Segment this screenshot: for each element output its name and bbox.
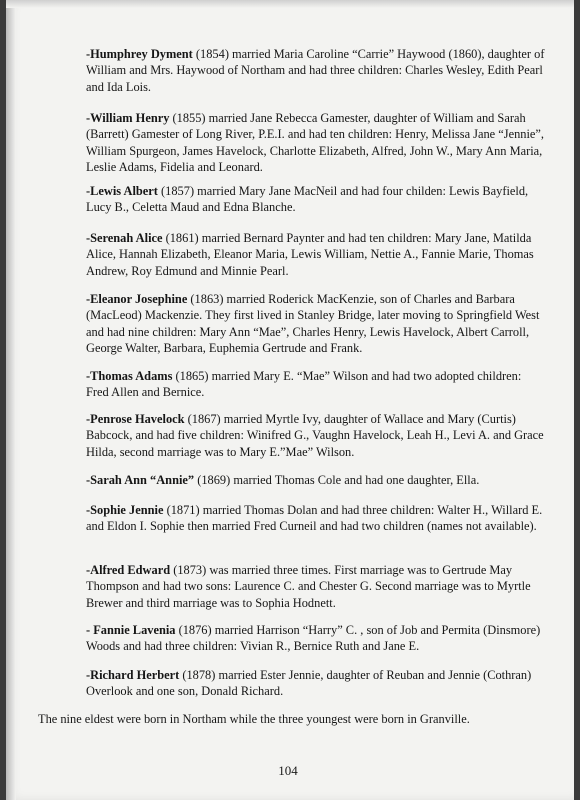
page-top-edge xyxy=(6,0,574,8)
entry-text: (1876) married Harrison “Harry” C. , son of Job and Permita (Dinsmore) Woods and had three children: Vivian R., Bernice Ruth and Jane E. xyxy=(86,623,541,654)
entry-name: -Penrose Havelock xyxy=(86,412,185,426)
entry-text: (1855) married Jane Rebecca Gamester, daughter of William and Sarah (Barrett) Gamester of Long River, P.E.I. and had ten children: Henry, Melissa Jane “Jennie”, William Spurgeon, James Havelock, Charlotte Elizabeth, Alfred, John W., Mary Ann Maria, Leslie Adams, Fidelia and Leonard. xyxy=(86,111,545,175)
genealogy-entry xyxy=(86,472,546,488)
genealogy-entry xyxy=(86,622,546,655)
genealogy-entry xyxy=(86,502,546,535)
entry-name: -Richard Herbert xyxy=(86,668,180,682)
entry-name: - Fannie Lavenia xyxy=(86,623,176,637)
entry-name: -Thomas Adams xyxy=(86,369,173,383)
entry-name: -Serenah Alice xyxy=(86,231,163,245)
footer-note: The nine eldest were born in Northam while the three youngest were born in Granville. xyxy=(38,712,470,726)
genealogy-entry xyxy=(86,562,546,611)
entry-name: -Sophie Jennie xyxy=(86,503,164,517)
entry-text: (1867) married Myrtle Ivy, daughter of Wallace and Mary (Curtis) Babcock, and had five children: Winifred G., Vaughn Havelock, Leah H., Levi A. and Grace Hilda, second marriage was to Mary E.”Mae” Wilson. xyxy=(86,412,544,459)
entry-text: (1871) married Thomas Dolan and had three children: Walter H., Willard E. and Eldon I. Sophie then married Fred Curneil and had two children (names not available). xyxy=(86,503,543,534)
genealogy-entry xyxy=(86,46,546,95)
entry-text: (1878) married Ester Jennie, daughter of Reuban and Jennie (Cothran) Overlook and one son, Donald Richard. xyxy=(86,668,532,699)
entry-name: -Sarah Ann “Annie” xyxy=(86,473,195,487)
entry-text: (1857) married Mary Jane MacNeil and had four childen: Lewis Bayfield, Lucy B., Celetta Maud and Edna Blanche. xyxy=(86,184,529,215)
genealogy-entry xyxy=(86,110,546,176)
genealogy-entry xyxy=(86,230,546,279)
entry-name: -Humphrey Dyment xyxy=(86,47,193,61)
entry-name: -Eleanor Josephine xyxy=(86,292,188,306)
entry-text: (1865) married Mary E. “Mae” Wilson and had two adopted children: Fred Allen and Bernice. xyxy=(86,369,522,400)
genealogy-entry xyxy=(86,183,546,216)
entry-text: (1873) was married three times. First marriage was to Gertrude May Thompson and had two sons: Laurence C. and Chester G. Second marriage was to Myrtle Brewer and third marriage was to Sophia Hodnett. xyxy=(86,563,531,610)
entry-text: (1863) married Roderick MacKenzie, son of Charles and Barbara (MacLeod) Mackenzie. They first lived in Stanley Bridge, later moving to Springfield West and had nine children: Mary Ann “Mae”, Charles Henry, Lewis Havelock, Albert Carroll, George Walter, Barbara, Euphemia Gertrude and Frank. xyxy=(86,292,540,356)
genealogy-entry xyxy=(86,411,546,460)
document-page xyxy=(6,0,574,800)
entry-name: -Alfred Edward xyxy=(86,563,171,577)
entry-text: (1861) married Bernard Paynter and had ten children: Mary Jane, Matilda Alice, Hannah Elizabeth, Eleanor Maria, Lewis William, Nettie A., Fannie Marie, Thomas Andrew, Roy Edmund and Minnie Pearl. xyxy=(86,231,534,278)
entry-text: (1869) married Thomas Cole and had one daughter, Ella. xyxy=(194,473,480,487)
page-spine-shadow xyxy=(6,0,16,800)
entry-name: -Lewis Albert xyxy=(86,184,158,198)
genealogy-entry xyxy=(86,667,546,700)
genealogy-entry xyxy=(86,368,546,401)
entry-text: (1854) married Maria Caroline “Carrie” Haywood (1860), daughter of William and Mrs. Haywood of Northam and had three children: Charles Wesley, Edith Pearl and Ida Lois. xyxy=(86,47,545,94)
entry-name: -William Henry xyxy=(86,111,170,125)
page-number: 104 xyxy=(278,763,298,778)
genealogy-entry xyxy=(86,291,546,357)
